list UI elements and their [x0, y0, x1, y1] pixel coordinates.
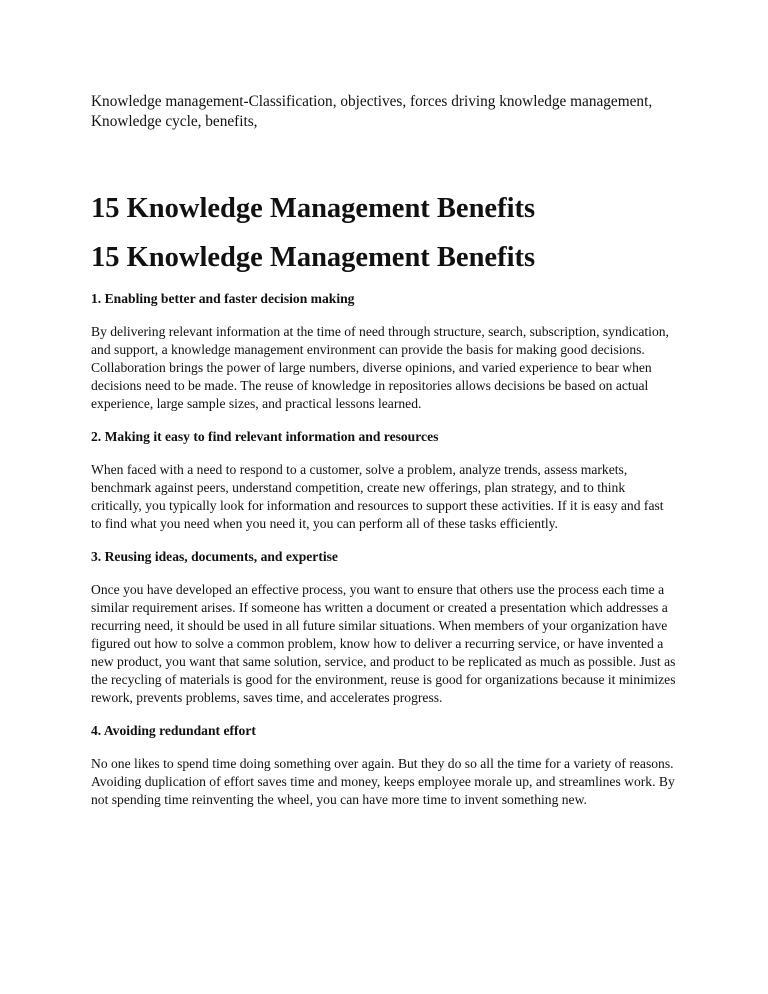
intro-text: Knowledge management-Classification, objectives, forces driving knowledge management, Knowledge cycle, benefits,: [91, 93, 653, 130]
section-reusing-ideas: [91, 548, 676, 707]
page-title-repeat: 15 Knowledge Management Benefits: [91, 242, 536, 273]
section-avoiding-redundant-effort: [91, 722, 676, 809]
section-title: 3. Reusing ideas, documents, and expertise: [91, 549, 338, 564]
section-body: Once you have developed an effective process, you want to ensure that others use the process each time a similar requirement arises. If someone has written a document or created a presentation which addresses a recurring need, it should be used in all future similar situations. When members of your organization have figured out how to solve a common problem, know how to deliver a recurring service, or have invented a new product, you want that same solution, service, and product to be replicated as much as possible. Just as the recycling of materials is good for the environment, reuse is good for organizations because it minimizes rework, prevents problems, saves time, and accelerates progress.: [91, 582, 676, 705]
section-body: When faced with a need to respond to a customer, solve a problem, analyze trends, assess markets, benchmark against peers, understand competition, create new offerings, plan strategy, and to think critically, you typically look for information and resources to support these activities. If it is easy and fast to find what you need when you need it, you can perform all of these tasks efficiently.: [91, 462, 664, 531]
section-title: 2. Making it easy to find relevant information and resources: [91, 429, 439, 444]
section-body: No one likes to spend time doing something over again. But they do so all the time for a variety of reasons. Avoiding duplication of effort saves time and money, keeps employee morale up, and streamlines work. By not spending time reinventing the wheel, you can have more time to invent something new.: [91, 756, 675, 807]
section-title: 1. Enabling better and faster decision making: [91, 291, 355, 306]
benefits-list: [91, 290, 676, 824]
section-find-information: [91, 428, 676, 533]
section-title: 4. Avoiding redundant effort: [91, 723, 256, 738]
section-body: By delivering relevant information at the time of need through structure, search, subscription, syndication, and support, a knowledge management environment can provide the basis for making good decisions. Collaboration brings the power of large numbers, diverse opinions, and varied experience to bear when decisions need to be made. The reuse of knowledge in repositories allows decisions be based on actual experience, large sample sizes, and practical lessons learned.: [91, 324, 669, 411]
page-title: 15 Knowledge Management Benefits: [91, 193, 536, 224]
section-decision-making: [91, 290, 676, 413]
